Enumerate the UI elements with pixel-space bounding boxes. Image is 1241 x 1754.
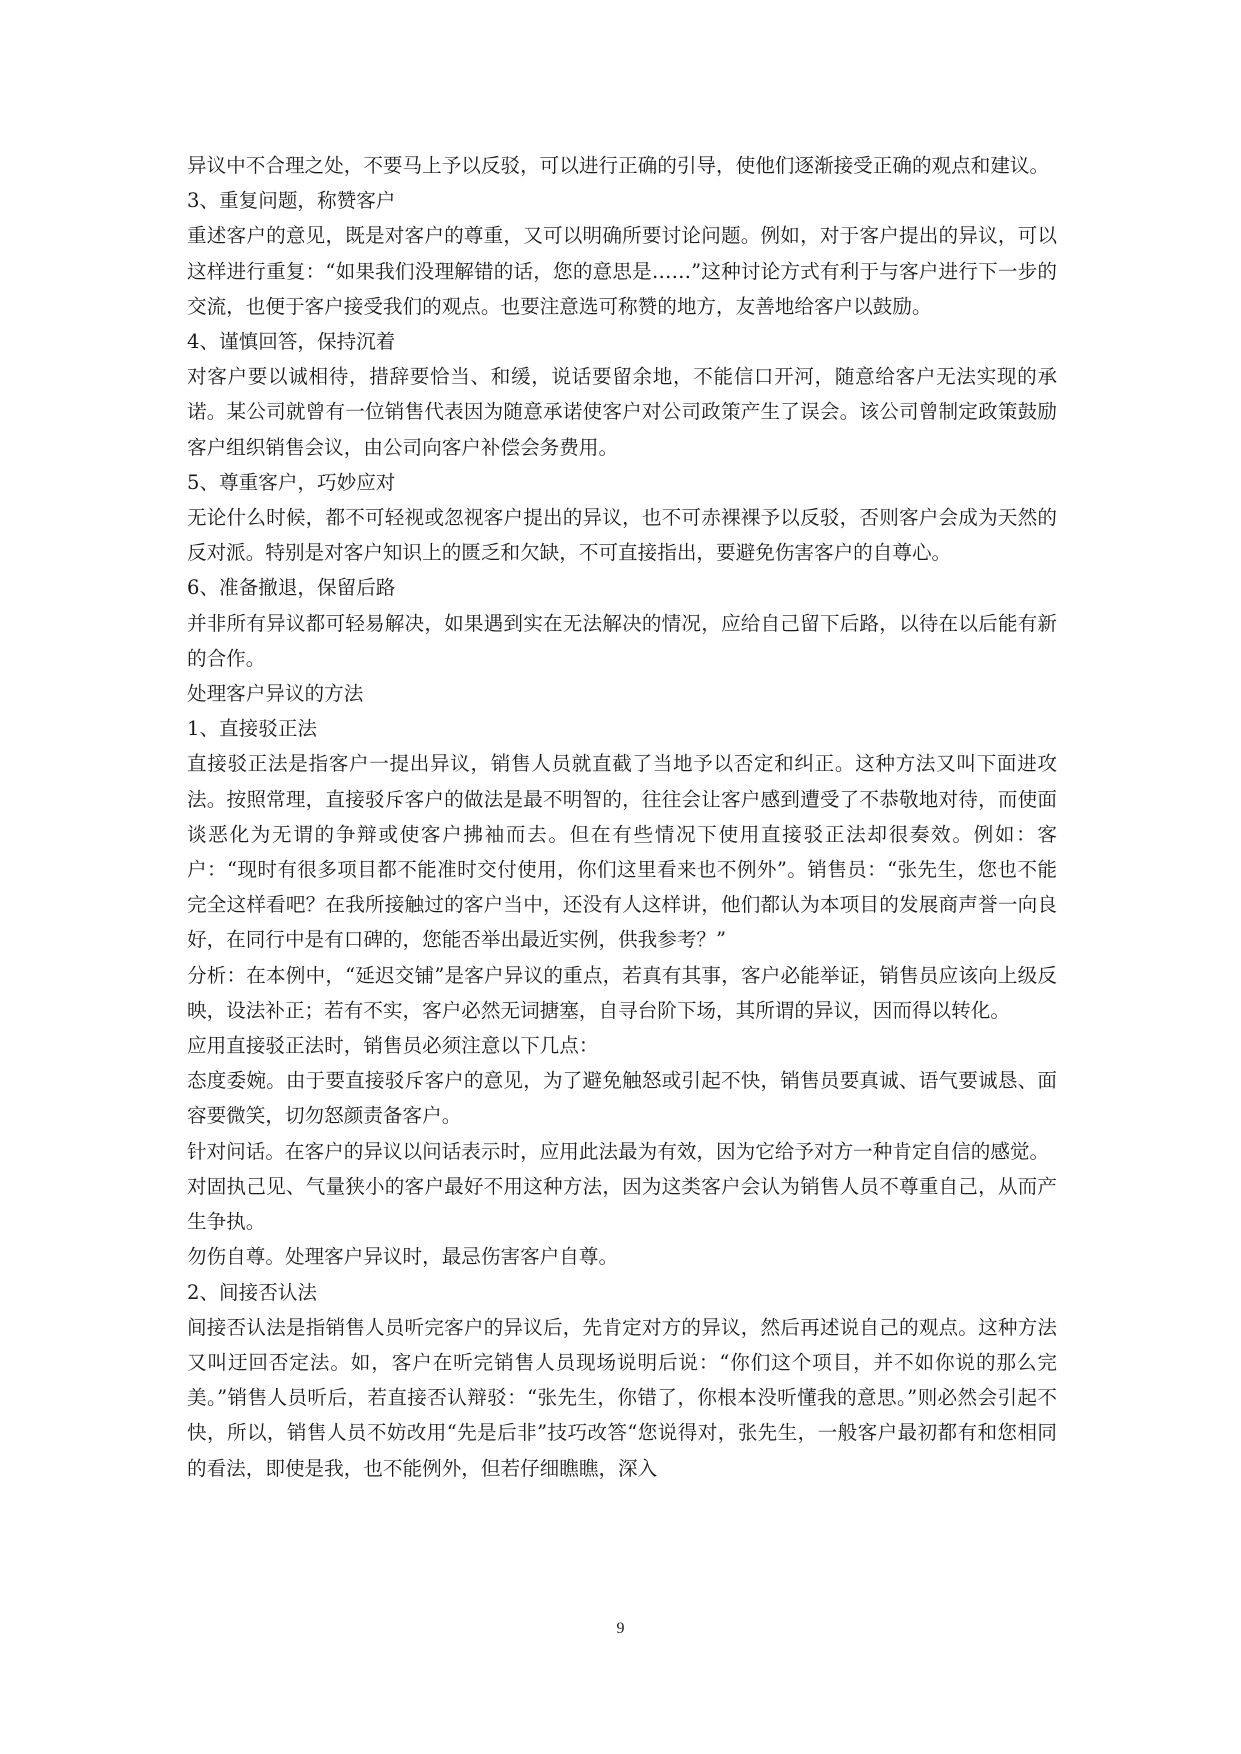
paragraph: 对客户要以诚相待，措辞要恰当、和缓，说话要留余地，不能信口开河，随意给客户无法实现的承诺。某公司就曾有一位销售代表因为随意承诺使客户对公司政策产生了误会。该公司曾制定政策鼓励客户组织销售会议，由公司向客户补偿会务费用。	[187, 365, 1057, 459]
paragraph: 应用直接驳正法时，销售员必须注意以下几点：	[187, 1034, 599, 1058]
paragraph: 态度委婉。由于要直接驳斥客户的意见，为了避免触怒或引起不快，销售员要真诚、语气要诚恳、面容要微笑，切勿怒颜责备客户。	[187, 1069, 1057, 1128]
paragraph: 直接驳正法是指客户一提出异议，销售人员就直截了当地予以否定和纠正。这种方法又叫下面进攻法。按照常理，直接驳斥客户的做法是最不明智的，往往会让客户感到遭受了不恭敬地对待，而使面谈恶化为无谓的争辩或使客户拂袖而去。但在有些情况下使用直接驳正法却很奏效。例如：客户：“现时有很多项目都不能准时交付使用，你们这里看来也不例外”。销售员：“张先生，您也不能完全这样看吧？在我所接触过的客户当中，还没有人这样讲，他们都认为本项目的发展商声誉一向良好，在同行中是有口碑的，您能否举出最近实例，供我参考？”	[187, 752, 1057, 952]
paragraph-analysis: 分析：在本例中，“延迟交铺”是客户异议的重点，若真有其事，客户必能举证，销售员应该向上级反映，设法补正；若有不实，客户必然无词搪塞，自寻台阶下场，其所谓的异议，因而得以转化。	[187, 963, 1057, 1022]
heading-indirect-denial: 2、间接否认法	[187, 1280, 318, 1304]
paragraph-continuation: 异议中不合理之处，不要马上予以反驳，可以进行正确的引导，使他们逐渐接受正确的观点和建议。	[187, 154, 1050, 177]
heading-careful-answer: 4、谨慎回答，保持沉着	[187, 330, 396, 354]
body-text	[187, 148, 1057, 1486]
heading-prepare-retreat: 6、准备撤退，保留后路	[187, 576, 396, 600]
paragraph: 重述客户的意见，既是对客户的尊重，又可以明确所要讨论问题。例如，对于客户提出的异议，可以这样进行重复：“如果我们没理解错的话，您的意思是……”这种讨论方式有利于与客户进行下一步的交流，也便于客户接受我们的观点。也要注意选可称赞的地方，友善地给客户以鼓励。	[187, 224, 1057, 318]
paragraph: 针对问话。在客户的异议以问话表示时，应用此法最为有效，因为它给予对方一种肯定自信的感觉。	[187, 1139, 1050, 1163]
heading-repeat-question: 3、重复问题，称赞客户	[187, 189, 396, 213]
heading-respect-customer: 5、尊重客户，巧妙应对	[187, 470, 396, 494]
section-heading-methods: 处理客户异议的方法	[187, 682, 364, 706]
paragraph: 无论什么时候，都不可轻视或忽视客户提出的异议，也不可赤裸裸予以反驳，否则客户会成为天然的反对派。特别是对客户知识上的匮乏和欠缺，不可直接指出，要避免伤害客户的自尊心。	[187, 506, 1057, 565]
paragraph: 勿伤自尊。处理客户异议时，最忌伤害客户自尊。	[187, 1245, 619, 1269]
page-number: 9	[616, 1620, 625, 1637]
paragraph: 间接否认法是指销售人员听完客户的异议后，先肯定对方的异议，然后再述说自己的观点。这种方法又叫迂回否定法。如，客户在听完销售人员现场说明后说：“你们这个项目，并不如你说的那么完美。”销售人员听后，若直接否认辩驳：“张先生，你错了，你根本没听懂我的意思。”则必然会引起不快，所以，销售人员不妨改用“先是后非”技巧改答“您说得对，张先生，一般客户最初都有和您相同的看法，即使是我，也不能例外，但若仔细瞧瞧，深入	[187, 1315, 1057, 1480]
paragraph: 并非所有异议都可轻易解决，如果遇到实在无法解决的情况，应给自己留下后路，以待在以后能有新的合作。	[187, 611, 1057, 670]
heading-direct-rebuttal: 1、直接驳正法	[187, 717, 318, 741]
paragraph: 对固执己见、气量狭小的客户最好不用这种方法，因为这类客户会认为销售人员不尊重自己，从而产生争执。	[187, 1174, 1057, 1234]
